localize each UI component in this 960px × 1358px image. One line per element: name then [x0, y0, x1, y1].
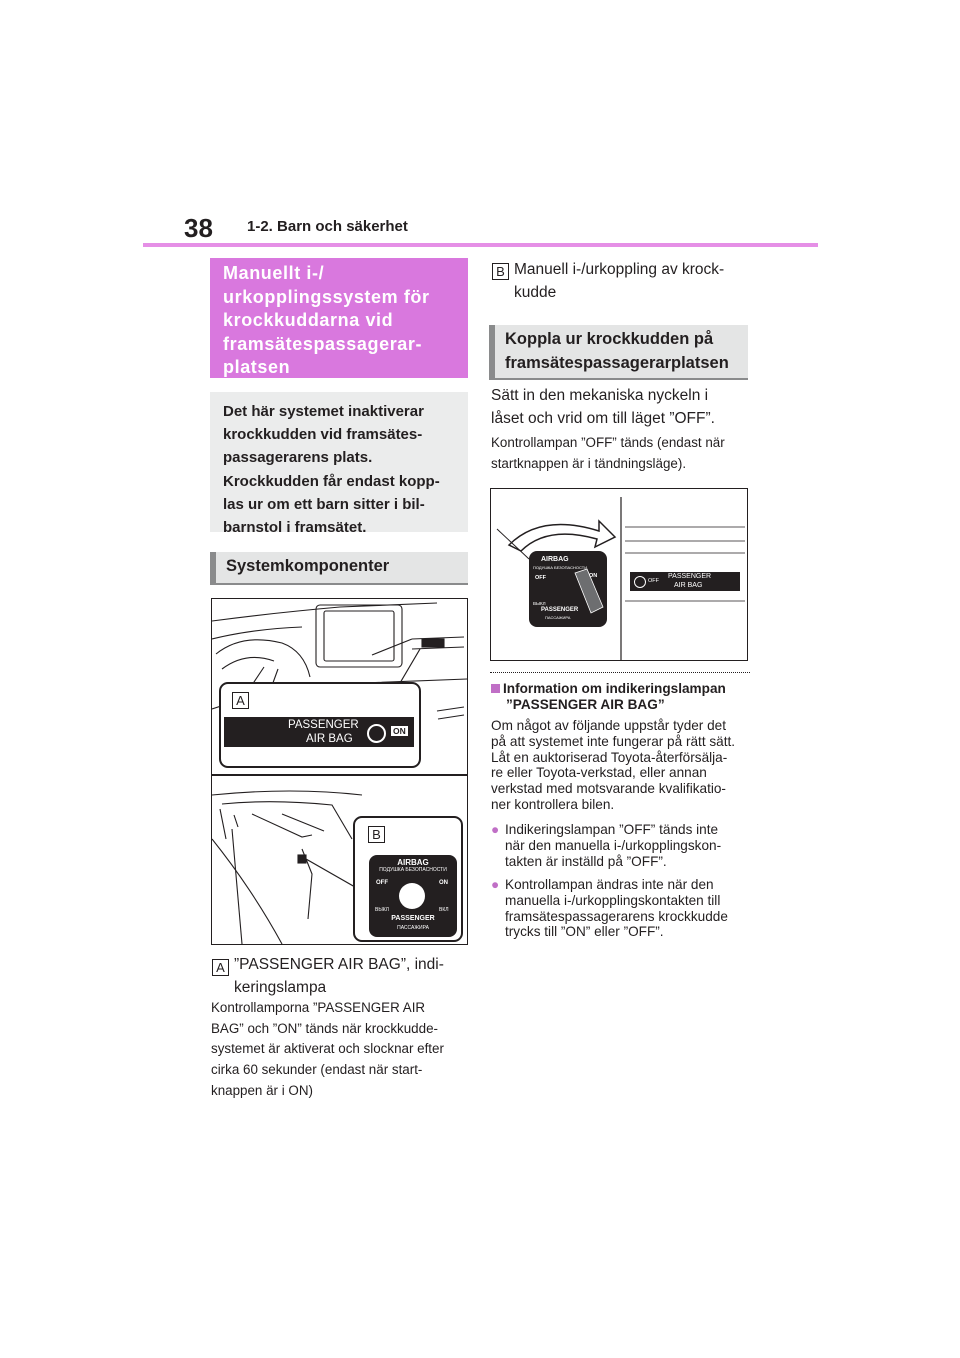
bullet-line: manuella i-/urkopplingskontakten till [505, 892, 721, 908]
switch-passenger-label: PASSENGER [391, 915, 435, 922]
bullet-line: Indikeringslampan ”OFF” tänds inte [505, 822, 719, 837]
note-line: startknappen är i tändningsläge). [491, 455, 687, 471]
bullet-line: framsätespassagerarens krockkudde [505, 908, 728, 924]
item-b-caption [514, 258, 754, 304]
heading-line: Koppla ur krockkudden på [505, 330, 714, 348]
passenger-airbag-indicator [224, 717, 414, 747]
item-a-desc-line: cirka 60 sekunder (endast när start- [211, 1062, 423, 1078]
indicator-off-label: OFF [648, 578, 659, 584]
intro-line: barnstol i framsätet. [223, 519, 367, 537]
section-title-line: urkopplingssystem för [223, 286, 430, 307]
square-bullet-icon [491, 684, 500, 693]
airbag-symbol-icon [367, 724, 386, 743]
indicator-text-line2: AIR BAG [674, 582, 703, 589]
bullet-line: när den manuella i-/urkopplingskon- [505, 837, 722, 853]
rotate-arrow-icon [509, 521, 615, 551]
switch-on-ru-label: ВКЛ [439, 907, 449, 913]
figure-label-b: B [368, 826, 385, 843]
page-number: 38 [184, 213, 213, 243]
info-line: ner kontrollera bilen. [491, 796, 615, 812]
switch-subtitle: ПОДУШКА БЕЗОПАСНОСТИ [379, 867, 447, 873]
turn-key-figure [490, 488, 748, 661]
intro-line: krockkudden vid framsätes- [223, 426, 423, 444]
item-a-caption [234, 953, 469, 999]
section-title-line: platsen [223, 357, 291, 377]
bullet-icon: ● [491, 822, 500, 837]
switch-passenger-ru-label: ПАССАЖИРА [397, 925, 429, 931]
item-a-desc-line: knappen är i ON) [211, 1082, 313, 1098]
instruction-line: låset och vrid om till läget ”OFF”. [491, 410, 715, 427]
info-line: verkstad med motsvarande kvalifikatio- [491, 781, 726, 797]
intro-line: passagerarens plats. [223, 449, 373, 467]
instruction-note [491, 433, 751, 474]
intro-line: Det här systemet inaktiverar [223, 403, 424, 420]
item-a-line: keringslampa [234, 979, 327, 996]
intro-box [210, 392, 468, 537]
header-rule [143, 243, 818, 247]
item-b-line: Manuell i-/urkoppling av krock- [514, 261, 725, 278]
section-divider [490, 672, 750, 674]
bullet-item [491, 822, 756, 869]
switch-off-ru-label: ВЫКЛ [375, 907, 389, 913]
passenger-airbag-off-indicator [630, 572, 740, 591]
indicator-text-line2: AIR BAG [306, 733, 353, 745]
switch-passenger-ru-label: ПАССАЖИРА [545, 615, 571, 620]
airbag-key-switch [369, 855, 457, 937]
bullet-line: takten är inställd på ”OFF”. [505, 853, 667, 869]
figure-label-a: A [232, 692, 249, 709]
instruction-text [491, 384, 751, 430]
item-b-line: kudde [514, 284, 557, 301]
item-b-marker: B [492, 263, 509, 280]
item-a-desc-line: Kontrollamporna ”PASSENGER AIR [211, 1000, 426, 1015]
switch-subtitle: ПОДУШКА БЕЗОПАСНОСТИ [533, 565, 588, 570]
item-a-description [211, 998, 471, 1102]
indicator-on-badge: ON [393, 726, 406, 736]
disable-airbag-heading [489, 325, 748, 380]
instruction-line: Sätt in den mekaniska nyckeln i [491, 387, 709, 404]
switch-off-label: OFF [535, 575, 546, 581]
section-title-line: krockkuddarna vid [223, 310, 394, 330]
key-slot [399, 883, 425, 909]
item-a-line: ”PASSENGER AIR BAG”, indi- [234, 956, 444, 973]
info-line: re eller Toyota-verkstad, eller annan [491, 765, 707, 781]
switch-off-label: OFF [376, 880, 388, 886]
switch-off-ru-label: ВЫКЛ [533, 601, 546, 606]
info-line: Låt en auktoriserad Toyota-återförsälja- [491, 749, 728, 765]
item-a-desc-line: BAG” och ”ON” tänds när krockkudde- [211, 1020, 438, 1036]
note-line: Kontrollampan ”OFF” tänds (endast när [491, 435, 725, 450]
item-a-desc-line: systemet är aktiverat och slocknar efter [211, 1041, 444, 1057]
indicator-text-line1: PASSENGER [668, 573, 712, 580]
bullet-line: trycks till ”ON” eller ”OFF”. [505, 924, 664, 940]
switch-on-label: ON [439, 880, 448, 886]
info-heading-line: Information om indikeringslampan [491, 681, 753, 697]
section-title-line: framsätespassagerar- [223, 333, 423, 354]
section-title-box [210, 258, 468, 378]
info-line: på att systemet inte fungerar på rätt sätt. [491, 733, 736, 749]
switch-title: AIRBAG [397, 858, 429, 867]
intro-line: las ur om ett barn sitter i bil- [223, 495, 425, 513]
info-heading [491, 681, 753, 713]
switch-on-label: ON [589, 573, 598, 579]
switch-title: AIRBAG [541, 556, 569, 563]
bullet-icon: ● [491, 877, 500, 892]
item-a-marker: A [212, 959, 229, 976]
switch-passenger-label: PASSENGER [541, 607, 579, 613]
airbag-symbol-icon [634, 576, 646, 588]
chapter-title: 1-2. Barn och säkerhet [247, 218, 408, 235]
components-heading: Systemkomponenter [210, 552, 468, 585]
heading-line: framsätespassagerarplatsen [505, 354, 729, 372]
intro-line: Krockkudden får endast kopp- [223, 472, 440, 490]
info-heading-line: ”PASSENGER AIR BAG” [506, 696, 665, 712]
components-figure [211, 598, 468, 945]
info-body [491, 718, 756, 813]
bullet-line: Kontrollampan ändras inte när den [505, 877, 714, 892]
section-title-line: Manuellt i-/ [223, 263, 325, 283]
info-line: Om något av följande uppstår tyder det [491, 718, 727, 733]
indicator-text-line1: PASSENGER [288, 719, 359, 731]
bullet-item [491, 877, 756, 940]
